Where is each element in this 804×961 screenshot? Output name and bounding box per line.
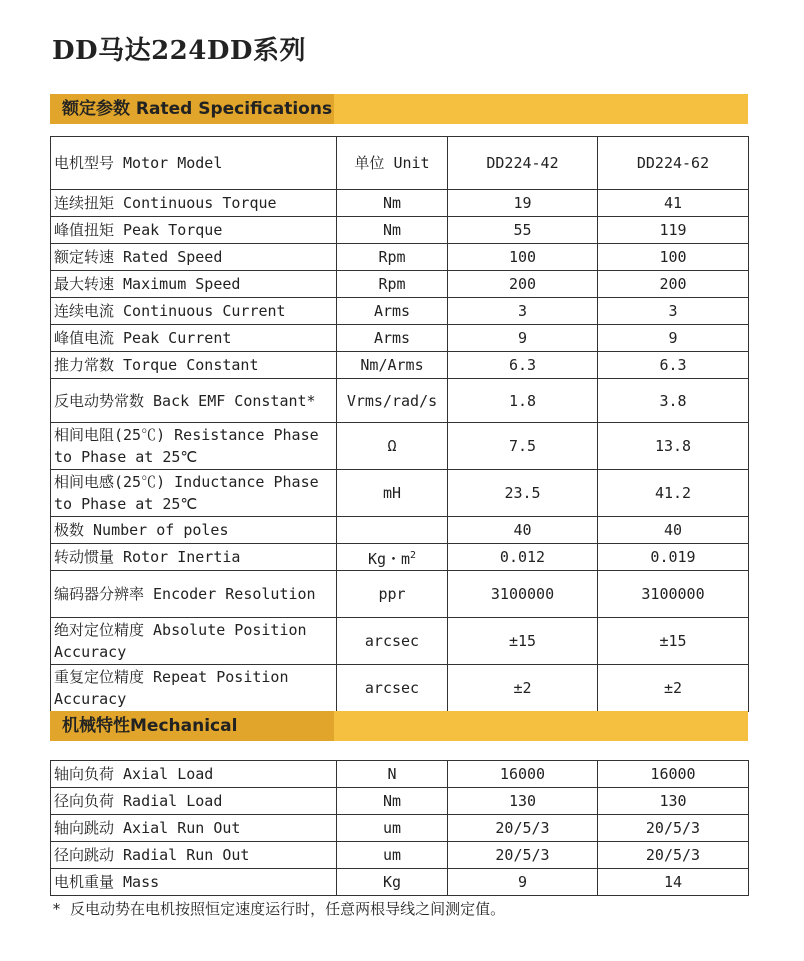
mechanical-header: [50, 711, 748, 741]
spec-unit: um: [337, 842, 448, 869]
spec-unit: um: [337, 815, 448, 842]
rated-specifications-table: [50, 136, 749, 712]
spec-value-1: 7.5: [448, 423, 598, 470]
spec-value-2: 41.2: [598, 470, 749, 517]
section-label: 额定参数 Rated Specifications: [50, 94, 334, 124]
spec-value-1: 200: [448, 271, 598, 298]
spec-name: 重复定位精度 Repeat Position Accuracy: [51, 665, 337, 712]
spec-name: 推力常数 Torque Constant: [51, 352, 337, 379]
section-label: 机械特性Mechanical: [50, 711, 334, 741]
spec-value-2: 40: [598, 517, 749, 544]
table-row: [51, 842, 749, 869]
table-row: [51, 544, 749, 571]
spec-name: 径向负荷 Radial Load: [51, 788, 337, 815]
spec-value-2: 100: [598, 244, 749, 271]
spec-value-1: ±15: [448, 618, 598, 665]
spec-unit: Vrms/rad/s: [337, 379, 448, 423]
spec-unit: Arms: [337, 298, 448, 325]
spec-value-2: ±15: [598, 618, 749, 665]
spec-name: 电机重量 Mass: [51, 869, 337, 896]
spec-value-1: 40: [448, 517, 598, 544]
spec-value-1: 130: [448, 788, 598, 815]
spec-value-2: ±2: [598, 665, 749, 712]
table-row: [51, 761, 749, 788]
table-row: [51, 618, 749, 665]
spec-unit: Rpm: [337, 244, 448, 271]
spec-unit: Nm: [337, 788, 448, 815]
spec-unit: Arms: [337, 325, 448, 352]
spec-value-1: 16000: [448, 761, 598, 788]
table-row: [51, 869, 749, 896]
spec-unit: Nm: [337, 190, 448, 217]
spec-value-2: 130: [598, 788, 749, 815]
table-row: [51, 815, 749, 842]
spec-name: 反电动势常数 Back EMF Constant*: [51, 379, 337, 423]
spec-name: 相间电感(25℃) Inductance Phase to Phase at 25℃: [51, 470, 337, 517]
table-row: [51, 788, 749, 815]
spec-value-2: 20/5/3: [598, 815, 749, 842]
spec-value-1: 9: [448, 325, 598, 352]
spec-unit: Kg・m: [367, 549, 411, 568]
table-row: [51, 352, 749, 379]
spec-value-2: 200: [598, 271, 749, 298]
spec-value-2: 6.3: [598, 352, 749, 379]
spec-name: 最大转速 Maximum Speed: [51, 271, 337, 298]
spec-value-2: 16000: [598, 761, 749, 788]
spec-unit: arcsec: [337, 618, 448, 665]
table-row: [51, 244, 749, 271]
rated-specifications-header: [50, 94, 748, 124]
spec-value-2: 14: [598, 869, 749, 896]
footnote: * 反电动势在电机按照恒定速度运行时，任意两根导线之间测定值。: [52, 900, 506, 918]
spec-unit: mH: [337, 470, 448, 517]
spec-unit-cell: [337, 544, 448, 571]
spec-unit: N: [337, 761, 448, 788]
spec-name: 轴向负荷 Axial Load: [51, 761, 337, 788]
spec-unit: Nm/Arms: [337, 352, 448, 379]
spec-value-1: 9: [448, 869, 598, 896]
header-col2: DD224-62: [598, 137, 749, 190]
spec-value-1: 19: [448, 190, 598, 217]
spec-value-1: 20/5/3: [448, 842, 598, 869]
spec-name: 相间电阻(25℃) Resistance Phase to Phase at 25℃: [51, 423, 337, 470]
spec-value-2: 20/5/3: [598, 842, 749, 869]
spec-unit: arcsec: [337, 665, 448, 712]
mechanical-table: [50, 760, 749, 896]
table-row: [51, 190, 749, 217]
spec-name: 轴向跳动 Axial Run Out: [51, 815, 337, 842]
spec-value-1: 3: [448, 298, 598, 325]
spec-value-2: 3: [598, 298, 749, 325]
spec-name: 绝对定位精度 Absolute Position Accuracy: [51, 618, 337, 665]
spec-unit: Rpm: [337, 271, 448, 298]
spec-unit: Kg: [337, 869, 448, 896]
spec-value-2: 119: [598, 217, 749, 244]
spec-value-1: 20/5/3: [448, 815, 598, 842]
table-row: [51, 665, 749, 712]
spec-value-2: 0.019: [598, 544, 749, 571]
header-unit: 单位 Unit: [337, 137, 448, 190]
spec-name: 编码器分辨率 Encoder Resolution: [51, 571, 337, 618]
table-row: [51, 325, 749, 352]
header-model: 电机型号 Motor Model: [51, 137, 337, 190]
spec-name: 转动惯量 Rotor Inertia: [51, 544, 337, 571]
spec-value-2: 41: [598, 190, 749, 217]
spec-unit: Ω: [337, 423, 448, 470]
spec-value-2: 3.8: [598, 379, 749, 423]
spec-name: 极数 Number of poles: [51, 517, 337, 544]
table-row: [51, 217, 749, 244]
spec-unit: Nm: [337, 217, 448, 244]
spec-unit: [337, 517, 448, 544]
table-row: [51, 298, 749, 325]
spec-value-1: 3100000: [448, 571, 598, 618]
header-col1: DD224-42: [448, 137, 598, 190]
table-header-row: [51, 137, 749, 190]
spec-name: 径向跳动 Radial Run Out: [51, 842, 337, 869]
spec-name: 峰值电流 Peak Current: [51, 325, 337, 352]
table-row: [51, 470, 749, 517]
table-row: [51, 271, 749, 298]
table-row: [51, 517, 749, 544]
spec-value-1: 55: [448, 217, 598, 244]
spec-value-1: 0.012: [448, 544, 598, 571]
spec-name: 峰值扭矩 Peak Torque: [51, 217, 337, 244]
spec-unit: ppr: [337, 571, 448, 618]
spec-value-1: 23.5: [448, 470, 598, 517]
unit-superscript: 2: [410, 549, 417, 561]
table-row: [51, 379, 749, 423]
spec-name: 额定转速 Rated Speed: [51, 244, 337, 271]
table-row: [51, 571, 749, 618]
spec-value-2: 9: [598, 325, 749, 352]
spec-name: 连续电流 Continuous Current: [51, 298, 337, 325]
spec-value-1: 6.3: [448, 352, 598, 379]
spec-value-2: 13.8: [598, 423, 749, 470]
page-title: DD马达224DD系列: [52, 36, 306, 66]
spec-value-1: 100: [448, 244, 598, 271]
spec-value-1: 1.8: [448, 379, 598, 423]
spec-name: 连续扭矩 Continuous Torque: [51, 190, 337, 217]
table-row: [51, 423, 749, 470]
spec-value-2: 3100000: [598, 571, 749, 618]
spec-value-1: ±2: [448, 665, 598, 712]
